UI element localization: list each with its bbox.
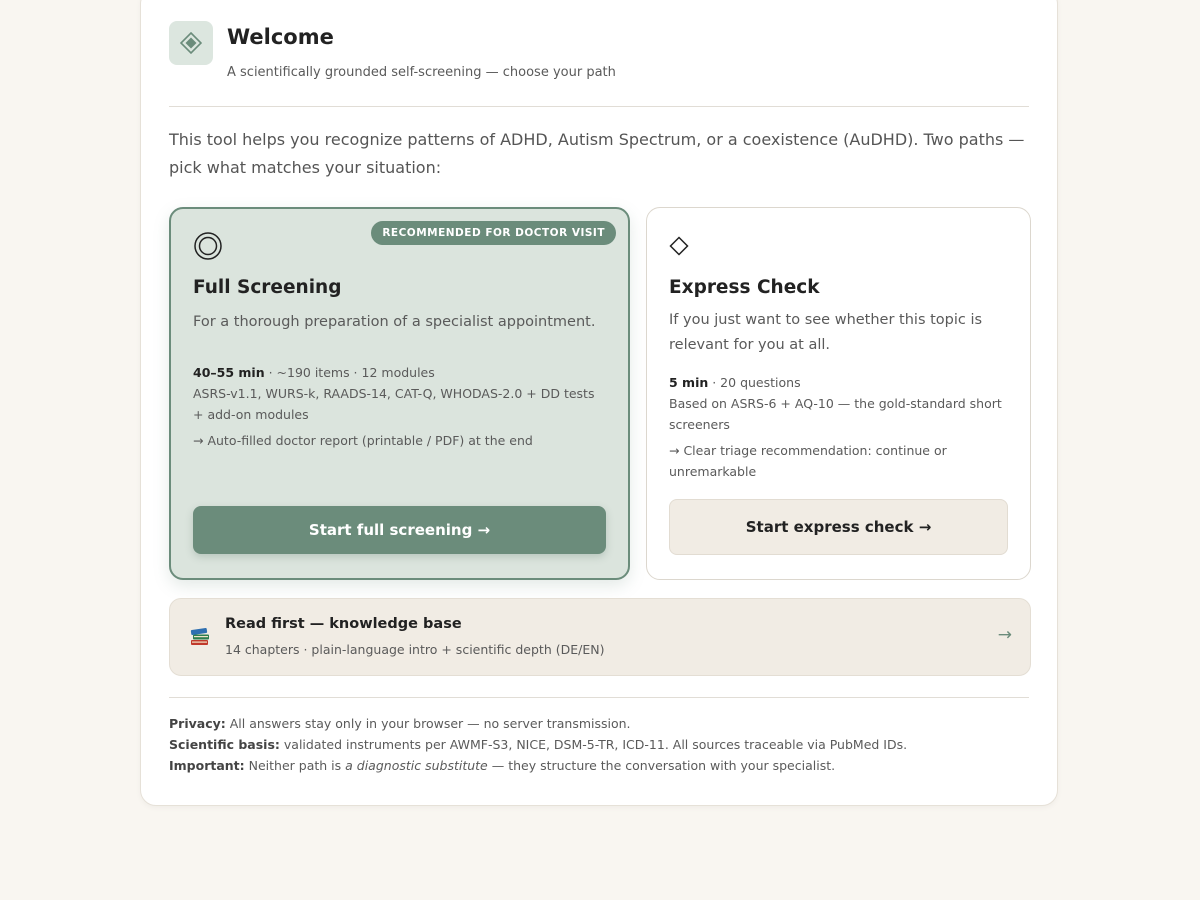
full-screening-description: For a thorough preparation of a specialist appointment.: [193, 314, 596, 330]
express-check-card[interactable]: [646, 207, 1031, 580]
privacy-text: All answers stay only in your browser — no server transmission.: [225, 716, 631, 731]
welcome-card: [140, 0, 1058, 806]
intro-text: This tool helps you recognize patterns of ADHD, Autism Spectrum, or a coexistence (AuDHD). Two paths — pick what matches your situation:: [169, 130, 1025, 177]
page-subtitle: A scientifically grounded self-screening — choose your path: [227, 65, 616, 80]
full-screening-duration: 40–55 min: [193, 365, 265, 380]
knowledge-base-title: Read first — knowledge base: [225, 616, 462, 632]
knowledge-base-link[interactable]: [169, 598, 1031, 676]
full-screening-title: Full Screening: [193, 277, 342, 298]
express-check-instruments: Based on ASRS-6 + AQ-10 — the gold-standard short screeners: [669, 396, 1002, 432]
full-screening-stats: · ~190 items · 12 modules: [264, 365, 435, 380]
express-check-stats: · 20 questions: [708, 375, 801, 390]
full-screening-instruments: ASRS-v1.1, WURS-k, RAADS-14, CAT-Q, WHODAS-2.0 + DD tests + add-on modules: [193, 386, 595, 422]
recommended-badge: RECOMMENDED FOR DOCTOR VISIT: [371, 221, 616, 245]
important-label: Important:: [169, 758, 245, 773]
full-screening-report: → Auto-filled doctor report (printable / PDF) at the end: [193, 433, 533, 448]
start-full-screening-button[interactable]: Start full screening →: [193, 506, 606, 554]
arrow-right-icon: →: [997, 625, 1012, 645]
express-check-duration: 5 min: [669, 375, 709, 390]
important-text-pre: Neither path is: [244, 758, 346, 773]
science-label: Scientific basis:: [169, 737, 280, 752]
important-text-emphasis: a diagnostic substitute: [345, 758, 488, 773]
science-note: [169, 737, 1039, 752]
science-text: validated instruments per AWMF-S3, NICE, DSM-5-TR, ICD-11. All sources traceable via PubMed IDs.: [279, 737, 908, 752]
important-text-post: — they structure the conversation with your specialist.: [487, 758, 836, 773]
page-title: Welcome: [227, 25, 334, 49]
express-check-description: If you just want to see whether this topic is relevant for you at all.: [669, 312, 983, 353]
logo: [169, 21, 213, 65]
concentric-circles-icon: [193, 231, 223, 265]
full-screening-card[interactable]: [169, 207, 630, 580]
start-express-check-button[interactable]: Start express check →: [669, 499, 1008, 555]
footer-divider: [169, 697, 1029, 698]
books-icon: [188, 624, 212, 652]
express-check-triage: → Clear triage recommendation: continue or unremarkable: [669, 443, 947, 479]
important-note: [169, 758, 1039, 773]
privacy-note: [169, 716, 1039, 731]
privacy-label: Privacy:: [169, 716, 226, 731]
express-check-title: Express Check: [669, 277, 820, 298]
diamond-outline-icon: [669, 236, 689, 260]
full-screening-meta: [193, 362, 606, 383]
express-check-meta: [669, 372, 1008, 393]
diamond-logo-icon: [180, 32, 202, 54]
header-divider: [169, 106, 1029, 107]
knowledge-base-subtitle: 14 chapters · plain-language intro + scientific depth (DE/EN): [225, 642, 605, 657]
